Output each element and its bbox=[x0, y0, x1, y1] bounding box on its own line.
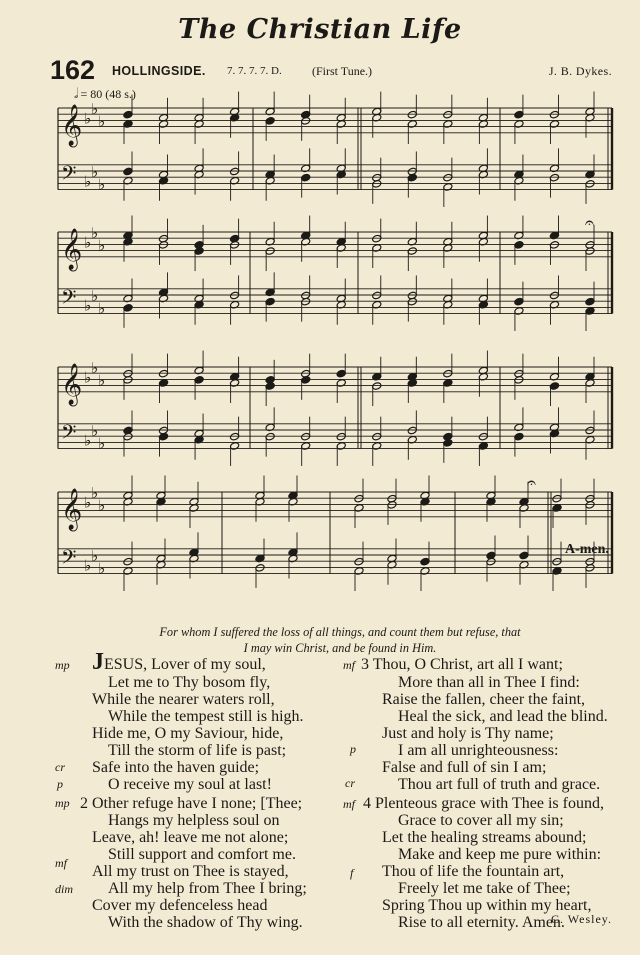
verse-line: Heal the sick, and lead the blind. bbox=[398, 708, 608, 725]
verse-line: JESUS, Lover of my soul, bbox=[92, 649, 266, 675]
verse-line: Thou art full of truth and grace. bbox=[398, 776, 601, 793]
verse-dropcap: J bbox=[92, 649, 104, 675]
note-head bbox=[194, 376, 204, 385]
half-note-icon: 𝅗𝅥 bbox=[74, 86, 79, 102]
dynamic-f: f bbox=[350, 866, 354, 880]
note-head bbox=[123, 110, 133, 119]
verse-line: Just and holy is Thy name; bbox=[382, 725, 554, 742]
note-head bbox=[265, 382, 275, 391]
hymn-author: C. Wesley. bbox=[550, 912, 612, 926]
note-head bbox=[514, 376, 524, 385]
dynamic-dim: dim bbox=[55, 882, 73, 896]
dynamic-mp: mp bbox=[55, 658, 70, 672]
tune-note: (First Tune.) bbox=[312, 64, 373, 78]
flat-sign: ♭ bbox=[91, 484, 99, 503]
fermata-icon: 𝄐 bbox=[585, 213, 594, 232]
dynamic-p: p bbox=[350, 742, 356, 756]
note-head bbox=[230, 241, 240, 250]
dynamic-mf: mf bbox=[343, 797, 355, 811]
flat-sign: ♭ bbox=[84, 493, 92, 512]
note-head bbox=[549, 241, 559, 250]
verse-line: O receive my soul at last! bbox=[108, 776, 272, 793]
note-head bbox=[519, 551, 529, 560]
note-head bbox=[301, 376, 311, 385]
note-head bbox=[549, 382, 559, 391]
note-head bbox=[514, 297, 524, 306]
verse-line: Cover my defenceless head bbox=[92, 897, 268, 914]
flat-sign: ♭ bbox=[91, 100, 99, 119]
verse-line: Let the healing streams abound; bbox=[382, 829, 587, 846]
note-head bbox=[336, 369, 346, 378]
treble-clef-icon: 𝄞 bbox=[61, 228, 83, 270]
tempo-value: = 80 (48 s.) bbox=[80, 87, 136, 101]
bass-clef-icon: 𝄢 bbox=[61, 161, 77, 190]
verse-line: I am all unrighteousness: bbox=[398, 742, 559, 759]
fermata-icon: 𝄐 bbox=[527, 473, 536, 492]
meter: 7. 7. 7. 7. D. bbox=[227, 65, 282, 77]
verse-line: With the shadow of Thy wing. bbox=[108, 914, 303, 931]
note-head bbox=[230, 291, 240, 300]
verse-line: Make and keep me pure within: bbox=[398, 846, 602, 863]
note-head bbox=[443, 439, 453, 448]
flat-sign: ♭ bbox=[98, 559, 106, 578]
dynamic-cr: cr bbox=[345, 776, 355, 790]
bass-clef-icon: 𝄢 bbox=[61, 545, 77, 574]
verse-line: False and full of sin I am; bbox=[382, 759, 547, 776]
flat-sign: ♭ bbox=[91, 163, 99, 182]
note-head bbox=[514, 241, 524, 250]
note-head bbox=[372, 180, 382, 189]
flat-sign: ♭ bbox=[91, 422, 99, 441]
note-head bbox=[123, 304, 133, 313]
flat-sign: ♭ bbox=[98, 175, 106, 194]
flat-sign: ♭ bbox=[84, 109, 92, 128]
scripture-line-2: I may win Christ, and be found in Him. bbox=[243, 641, 437, 655]
flat-sign: ♭ bbox=[98, 299, 106, 318]
treble-clef-icon: 𝄞 bbox=[61, 488, 83, 530]
verse-line: While the tempest still is high. bbox=[108, 708, 304, 725]
verse-line: Hangs my helpless soul on bbox=[108, 812, 280, 829]
verse-line: 4 Plenteous grace with Thee is found, bbox=[363, 795, 604, 812]
verse-line: 3 Thou, O Christ, art all I want; bbox=[361, 656, 563, 673]
section-title: The Christian Life bbox=[178, 14, 462, 45]
note-head bbox=[585, 180, 595, 189]
verse-line: Thou of life the fountain art, bbox=[382, 863, 565, 880]
note-head bbox=[372, 291, 382, 300]
dynamic-cr: cr bbox=[55, 760, 65, 774]
scripture-line-1: For whom I suffered the loss of all things, and count them but refuse, that bbox=[159, 625, 521, 639]
bass-clef-icon: 𝄢 bbox=[61, 285, 77, 314]
flat-sign: ♭ bbox=[98, 236, 106, 255]
note-head bbox=[265, 117, 275, 126]
note-head bbox=[265, 297, 275, 306]
note-head bbox=[407, 173, 417, 182]
verse-line: Rise to all eternity. Amen. bbox=[398, 914, 565, 931]
note-head bbox=[123, 376, 133, 385]
dynamic-p: p bbox=[57, 777, 63, 791]
verse-line: Hide me, O my Saviour, hide, bbox=[92, 725, 284, 742]
note-head bbox=[420, 557, 430, 566]
verse-line: Leave, ah! leave me not alone; bbox=[92, 829, 289, 846]
note-head bbox=[158, 241, 168, 250]
flat-sign: ♭ bbox=[91, 287, 99, 306]
flat-sign: ♭ bbox=[84, 233, 92, 252]
flat-sign: ♭ bbox=[98, 496, 106, 515]
note-head bbox=[514, 432, 524, 441]
note-head bbox=[514, 110, 524, 119]
flat-sign: ♭ bbox=[98, 434, 106, 453]
verse-line: More than all in Thee I find: bbox=[398, 674, 580, 691]
flat-sign: ♭ bbox=[98, 112, 106, 131]
hymn-number: 162 bbox=[50, 55, 96, 85]
verse-line: Raise the fallen, cheer the faint, bbox=[382, 691, 586, 708]
verse-line: 2 Other refuge have I none; [Thee; bbox=[80, 795, 303, 812]
verse-line: Freely let me take of Thee; bbox=[398, 880, 571, 897]
tune-name: HOLLINGSIDE. bbox=[112, 64, 206, 78]
verse-line: Grace to cover all my sin; bbox=[398, 812, 564, 829]
note-head bbox=[158, 432, 168, 441]
flat-sign: ♭ bbox=[84, 368, 92, 387]
flat-sign: ♭ bbox=[84, 431, 92, 450]
verse-line: Safe into the haven guide; bbox=[92, 759, 260, 776]
flat-sign: ♭ bbox=[91, 224, 99, 243]
note-head bbox=[585, 426, 595, 435]
note-head bbox=[407, 426, 417, 435]
dynamic-mf: mf bbox=[343, 658, 355, 672]
verse-line: Let me to Thy bosom fly, bbox=[108, 674, 271, 691]
flat-sign: ♭ bbox=[91, 359, 99, 378]
note-head bbox=[585, 501, 595, 510]
amen-label: A-men. bbox=[565, 542, 609, 557]
dynamic-mf: mf bbox=[55, 856, 67, 870]
verse-line: All my help from Thee I bring; bbox=[108, 880, 307, 897]
scripture-quote bbox=[60, 624, 620, 656]
verse-line: While the nearer waters roll, bbox=[92, 691, 275, 708]
dynamic-mp: mp bbox=[55, 796, 70, 810]
verse-line: Till the storm of life is past; bbox=[108, 742, 287, 759]
composer: J. B. Dykes. bbox=[548, 64, 612, 78]
note-head bbox=[549, 110, 559, 119]
flat-sign: ♭ bbox=[98, 371, 106, 390]
treble-clef-icon: 𝄞 bbox=[61, 104, 83, 146]
treble-clef-icon: 𝄞 bbox=[61, 363, 83, 405]
note-head bbox=[585, 297, 595, 306]
verse-line: Spring Thou up within my heart, bbox=[382, 897, 592, 914]
flat-sign: ♭ bbox=[84, 296, 92, 315]
note-head bbox=[387, 501, 397, 510]
note-head bbox=[123, 167, 133, 176]
note-head bbox=[301, 173, 311, 182]
bass-clef-icon: 𝄢 bbox=[61, 420, 77, 449]
verse-line: Still support and comfort me. bbox=[108, 846, 296, 863]
note-head bbox=[549, 291, 559, 300]
flat-sign: ♭ bbox=[91, 547, 99, 566]
flat-sign: ♭ bbox=[84, 172, 92, 191]
note-head bbox=[194, 247, 204, 256]
verse-line: All my trust on Thee is stayed, bbox=[92, 863, 289, 880]
flat-sign: ♭ bbox=[84, 556, 92, 575]
